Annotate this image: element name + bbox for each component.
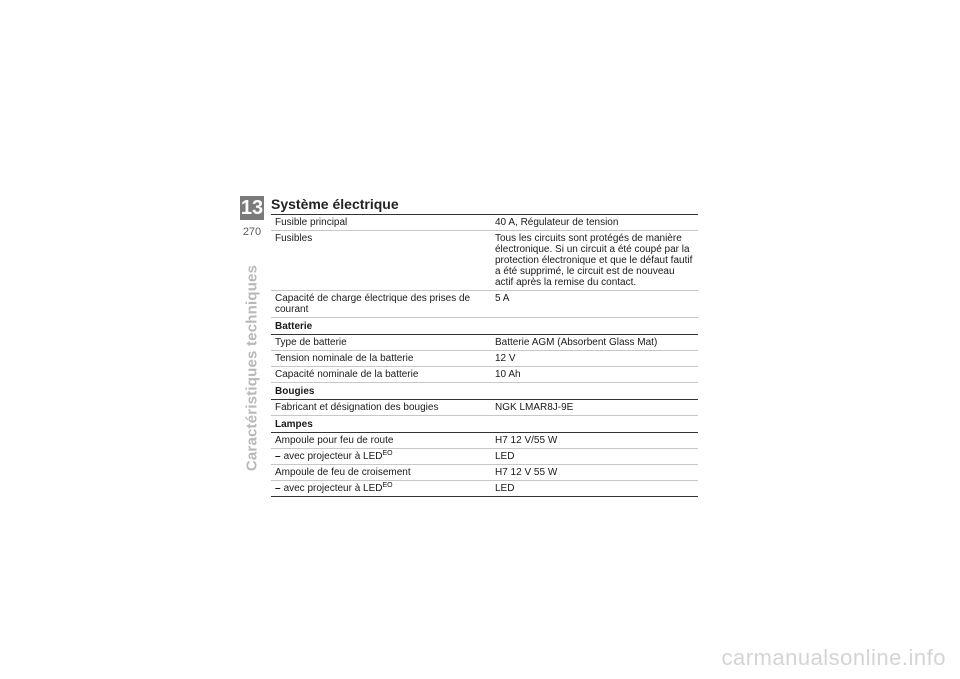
- subitem-text: avec projecteur à LED: [283, 451, 383, 462]
- spec-label-subitem: [271, 481, 489, 497]
- spec-value: Batterie AGM (Absorbent Glass Mat): [489, 335, 698, 351]
- spec-value: 12 V: [489, 351, 698, 367]
- table-row: [271, 291, 698, 318]
- spec-value: H7 12 V/55 W: [489, 433, 698, 449]
- spec-value: Tous les circuits sont protégés de manière électronique. Si un circuit a été coupé par la protection électronique et que le défaut fautif a été supprimé, le circuit est de nouveau actif après la remise du contact.: [489, 231, 698, 291]
- group-heading: Lampes: [271, 416, 698, 433]
- spec-value: 10 Ah: [489, 367, 698, 383]
- equipment-option-mark: EO: [382, 482, 393, 489]
- spec-label: Fabricant et désignation des bougies: [271, 400, 489, 416]
- electrical-spec-table: [271, 214, 698, 497]
- table-row: [271, 481, 698, 497]
- spec-label: Tension nominale de la batterie: [271, 351, 489, 367]
- spec-value: 40 A, Régulateur de tension: [489, 215, 698, 231]
- group-header-row: [271, 318, 698, 335]
- spec-label: Capacité nominale de la batterie: [271, 367, 489, 383]
- watermark-text: carmanualsonline.info: [721, 645, 946, 670]
- table-row: [271, 400, 698, 416]
- table-row: [271, 231, 698, 291]
- table-row: [271, 367, 698, 383]
- subitem-text: avec projecteur à LED: [283, 483, 383, 494]
- table-row: [271, 433, 698, 449]
- page-number: 270: [242, 226, 262, 238]
- chapter-number-badge: 13: [240, 197, 264, 219]
- group-heading: Bougies: [271, 383, 698, 400]
- spec-value: NGK LMAR8J-9E: [489, 400, 698, 416]
- group-header-row: [271, 416, 698, 433]
- spec-label: Ampoule pour feu de route: [271, 433, 489, 449]
- dash-marker: –: [275, 483, 281, 494]
- dash-marker: –: [275, 451, 281, 462]
- spec-value: 5 A: [489, 291, 698, 318]
- table-row: [271, 465, 698, 481]
- spec-value: LED: [489, 481, 698, 497]
- table-row: [271, 215, 698, 231]
- spec-label: Type de batterie: [271, 335, 489, 351]
- spec-value: H7 12 V 55 W: [489, 465, 698, 481]
- spec-label: Fusibles: [271, 231, 489, 291]
- spec-label: Fusible principal: [271, 215, 489, 231]
- section-title: Système électrique: [271, 196, 399, 212]
- spec-value: LED: [489, 449, 698, 465]
- group-heading: Batterie: [271, 318, 698, 335]
- table-row: [271, 351, 698, 367]
- table-row: [271, 335, 698, 351]
- equipment-option-mark: EO: [382, 450, 393, 457]
- chapter-side-title: Caractéristiques techniques: [243, 264, 261, 472]
- spec-label-subitem: [271, 449, 489, 465]
- spec-label: Capacité de charge électrique des prises de courant: [271, 291, 489, 318]
- table-row: [271, 449, 698, 465]
- group-header-row: [271, 383, 698, 400]
- spec-label: Ampoule de feu de croisement: [271, 465, 489, 481]
